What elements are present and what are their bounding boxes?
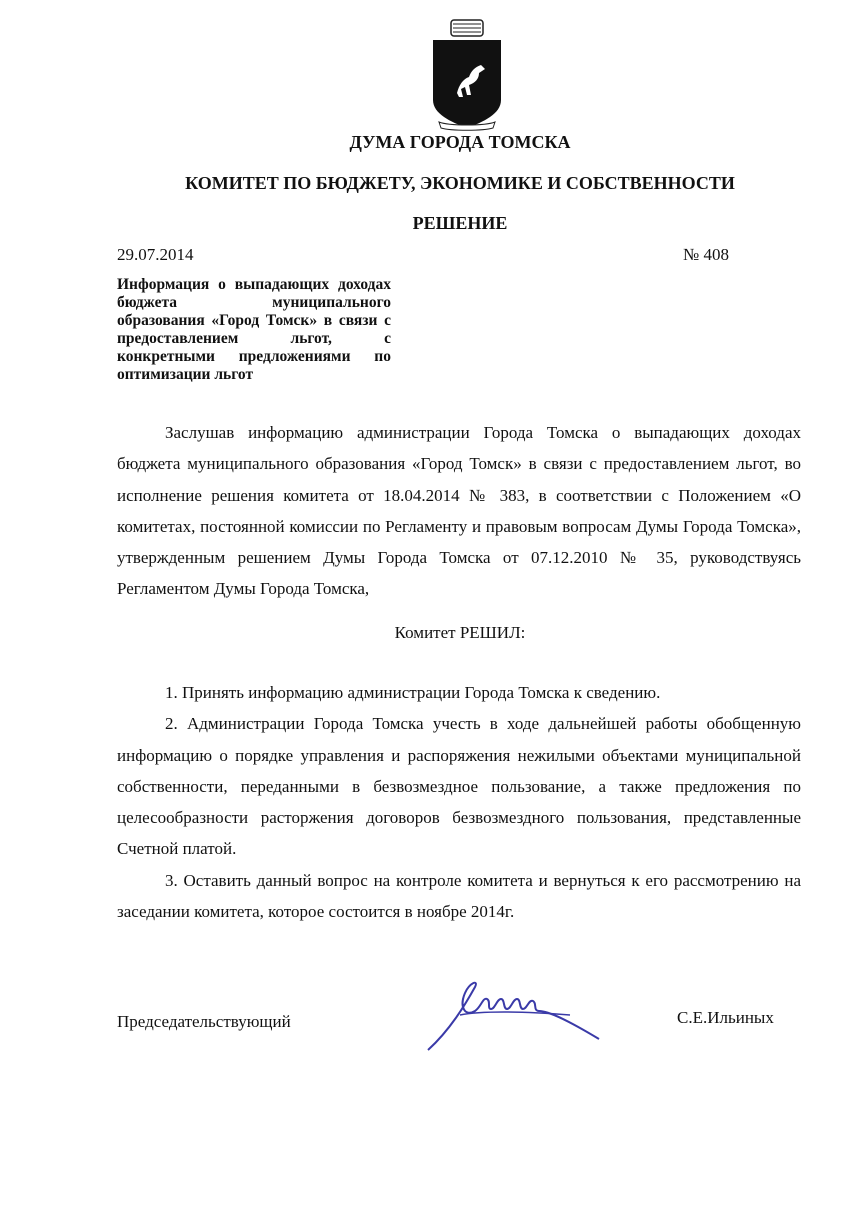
signatory-name: С.Е.Ильиных bbox=[677, 1008, 774, 1027]
resolution-item: 1. Принять информацию администрации Города Томска к сведению. bbox=[165, 683, 661, 702]
coat-of-arms-emblem bbox=[427, 18, 507, 133]
organization-title: ДУМА ГОРОДА ТОМСКА bbox=[349, 132, 571, 152]
signatory-title: Председательствующий bbox=[117, 1012, 291, 1031]
preamble bbox=[117, 417, 801, 605]
document-number: № 408 bbox=[683, 245, 729, 264]
resolution-items bbox=[117, 677, 801, 927]
document-date: 29.07.2014 bbox=[117, 245, 194, 264]
resolution-heading: Комитет РЕШИЛ: bbox=[394, 623, 526, 642]
handwritten-signature bbox=[420, 975, 620, 1065]
resolution-item: 3. Оставить данный вопрос на контроле комитета и вернуться к его рассмотрению на заседании комитета, которое состоится в ноябре 2014г. bbox=[117, 870, 801, 922]
document-type: РЕШЕНИЕ bbox=[412, 213, 508, 233]
document-subject: Информация о выпадающих доходах бюджета муниципального образования «Город Томск» в связи с предоставлением льгот, с конкретными предложениями по оптимизации льгот bbox=[117, 276, 391, 383]
preamble-text: Заслушав информацию администрации Города Томска о выпадающих доходах бюджета муниципального образования «Город Томск» в связи с предоставлением льгот, во исполнение решения комитета от 18.04.2014 № 383, в соответствии с Положением «О комитетах, постоянной комиссии по Регламенту и правовым вопросам Думы Города Томска», утвержденным решением Думы Города Томска от 07.12.2010 № 35, руководствуясь Регламентом Думы Города Томска, bbox=[117, 423, 801, 599]
committee-title: КОМИТЕТ ПО БЮДЖЕТУ, ЭКОНОМИКЕ И СОБСТВЕННОСТИ bbox=[185, 173, 735, 193]
resolution-item: 2. Администрации Города Томска учесть в ходе дальнейшей работы обобщенную информацию о порядке управления и распоряжения нежилыми объектами муниципальной собственности, переданными в безвозмездное пользование, а также предложения по целесообразности расторжения договоров безвозмездного пользования, представленные Счетной платой. bbox=[117, 714, 801, 859]
